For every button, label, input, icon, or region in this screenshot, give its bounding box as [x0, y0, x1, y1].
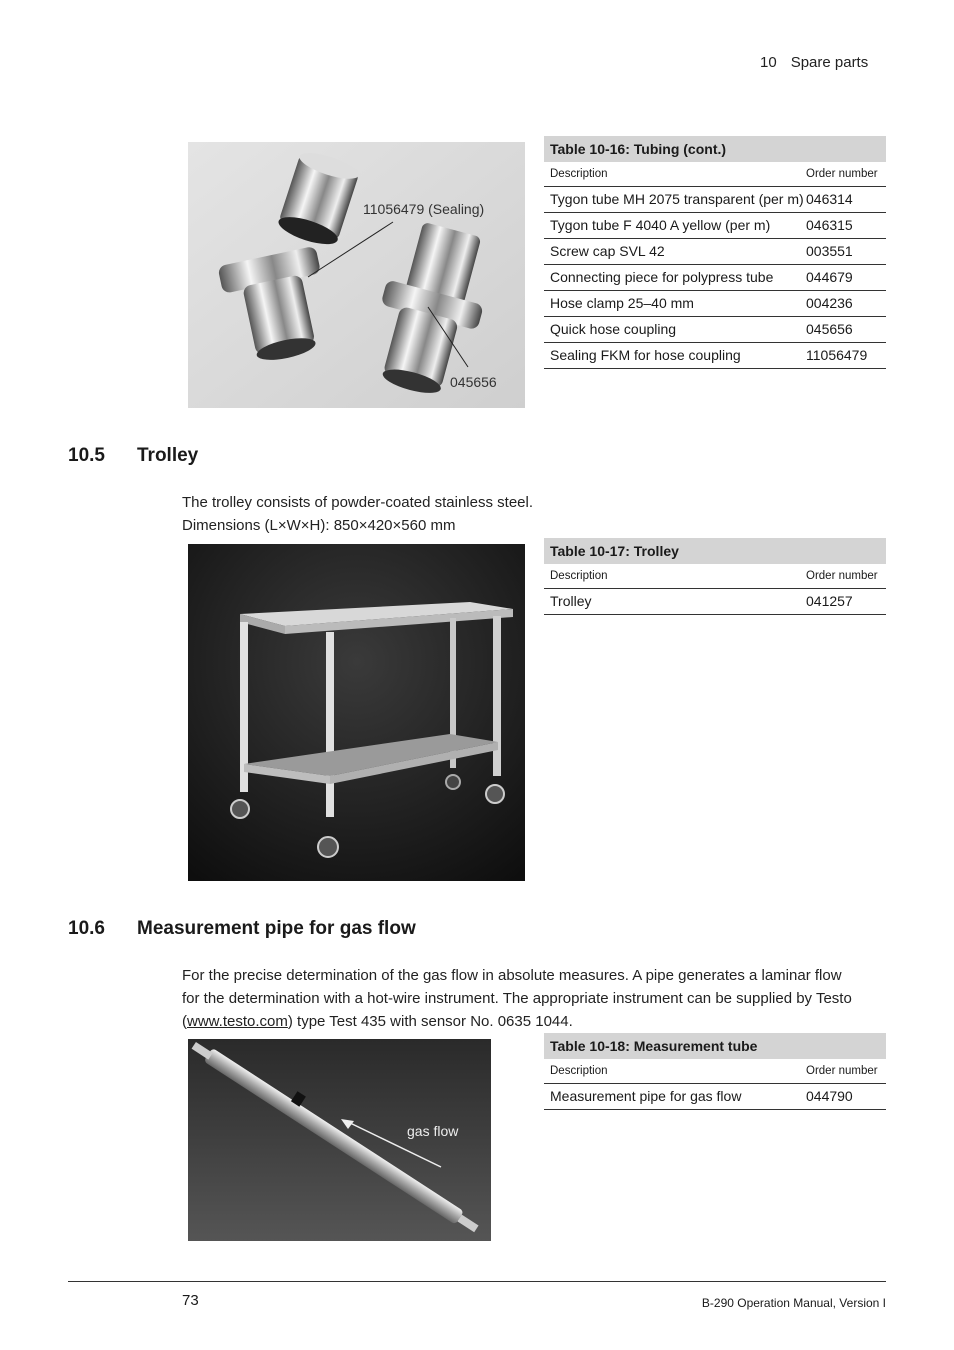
- running-header: [760, 54, 868, 71]
- col-order-number: Order number: [806, 1065, 878, 1077]
- paragraph-line: for the determination with a hot-wire instrument. The appropriate instrument can be supplied by Testo: [182, 990, 852, 1007]
- table-header-row: [544, 162, 886, 187]
- cell-order: 044679: [806, 269, 853, 285]
- cell-description: Tygon tube F 4040 A yellow (per m): [550, 217, 771, 233]
- table-caption: Table 10-18: Measurement tube: [544, 1033, 886, 1059]
- chapter-title: Spare parts: [790, 54, 869, 71]
- cell-order: 11056479: [806, 347, 868, 363]
- section-heading-trolley: [68, 445, 198, 467]
- table-tubing: [544, 136, 886, 369]
- cell-description: Screw cap SVL 42: [550, 243, 665, 259]
- cell-order: 003551: [806, 243, 853, 259]
- testo-link[interactable]: www.testo.com: [187, 1013, 288, 1030]
- page-number: 73: [182, 1292, 199, 1309]
- table-row: [544, 265, 886, 291]
- callout-coupling: 045656: [450, 374, 497, 390]
- trolley-dimensions: Dimensions (L×W×H): 850×420×560 mm: [182, 517, 456, 534]
- col-description: Description: [550, 570, 608, 582]
- cell-description: Measurement pipe for gas flow: [550, 1088, 742, 1104]
- table-row: [544, 1084, 886, 1110]
- table-header-row: [544, 1059, 886, 1084]
- paragraph-line: For the precise determination of the gas flow in absolute measures. A pipe generates a laminar flow: [182, 967, 842, 984]
- table-measurement-tube: [544, 1033, 886, 1110]
- table-row: [544, 213, 886, 239]
- paren-open: (: [182, 1013, 187, 1030]
- table-row: [544, 343, 886, 369]
- table-trolley: [544, 538, 886, 615]
- chapter-number: 10: [760, 54, 777, 71]
- table-row: [544, 291, 886, 317]
- measurement-pipe-description: [182, 964, 852, 1033]
- table-header-row: [544, 564, 886, 589]
- cell-description: Quick hose coupling: [550, 321, 677, 337]
- manual-title: B-290 Operation Manual, Version I: [701, 1296, 886, 1310]
- cell-description: Sealing FKM for hose coupling: [550, 347, 741, 363]
- trolley-description: [182, 491, 533, 537]
- section-title: Trolley: [137, 445, 199, 466]
- cell-order: 045656: [806, 321, 853, 337]
- hose-coupling-photo: [188, 142, 525, 408]
- table-caption: Table 10-16: Tubing (cont.): [544, 136, 886, 162]
- callout-gas-flow: gas flow: [407, 1123, 459, 1139]
- cell-order: 004236: [806, 295, 853, 311]
- col-description: Description: [550, 1065, 608, 1077]
- cell-description: Connecting piece for polypress tube: [550, 269, 774, 285]
- table-row: [544, 317, 886, 343]
- paragraph-tail: ) type Test 435 with sensor No. 0635 1044.: [287, 1013, 573, 1030]
- trolley-text-line: The trolley consists of powder-coated stainless steel.: [182, 494, 533, 511]
- section-number: 10.5: [68, 445, 105, 466]
- cell-description: Tygon tube MH 2075 transparent (per m): [550, 191, 804, 207]
- section-heading-measurement-pipe: [68, 918, 416, 940]
- cell-order: 046315: [806, 217, 853, 233]
- col-order-number: Order number: [806, 570, 878, 582]
- col-description: Description: [550, 168, 608, 180]
- table-row: [544, 589, 886, 615]
- col-order-number: Order number: [806, 168, 878, 180]
- cell-description: Hose clamp 25–40 mm: [550, 295, 694, 311]
- cell-order: 044790: [806, 1088, 853, 1104]
- table-row: [544, 187, 886, 213]
- cell-order: 041257: [806, 593, 853, 609]
- table-caption: Table 10-17: Trolley: [544, 538, 886, 564]
- footer-rule: [68, 1281, 886, 1282]
- callout-sealing: 11056479 (Sealing): [363, 201, 485, 217]
- section-title: Measurement pipe for gas flow: [137, 918, 416, 939]
- measurement-pipe-photo: [188, 1039, 491, 1241]
- paragraph-line: [182, 1010, 852, 1033]
- cell-order: 046314: [806, 191, 853, 207]
- section-number: 10.6: [68, 918, 105, 939]
- trolley-photo: [188, 544, 525, 881]
- table-row: [544, 239, 886, 265]
- cell-description: Trolley: [550, 593, 592, 609]
